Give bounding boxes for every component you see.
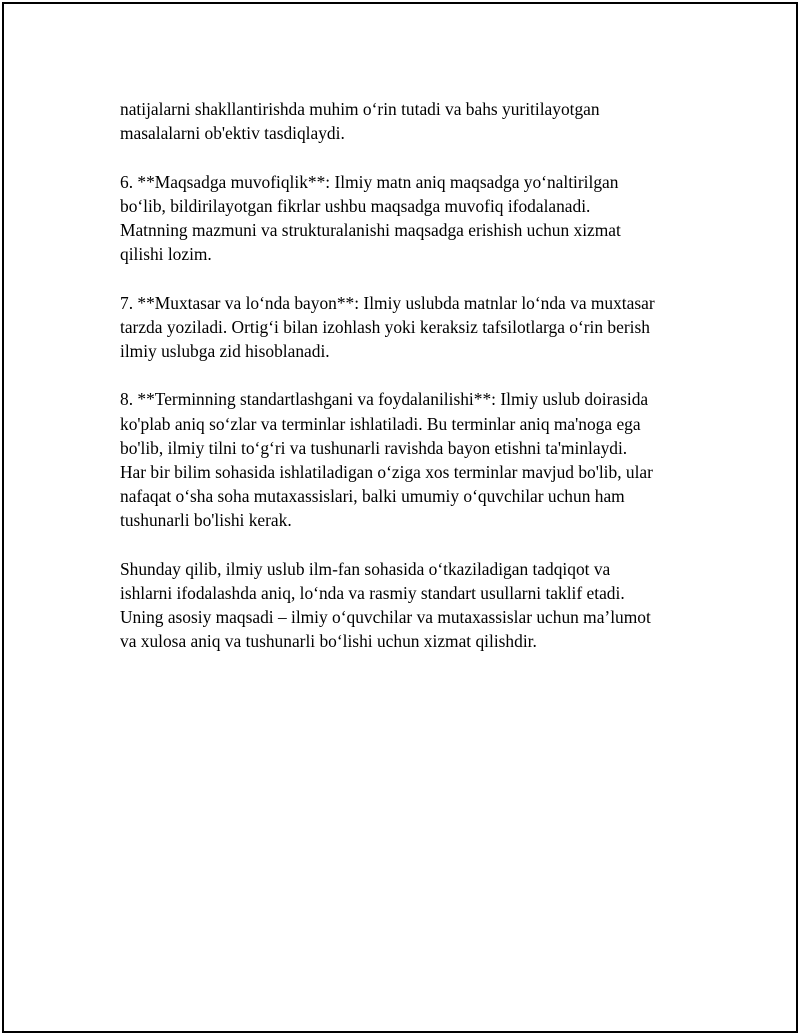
paragraph-item-8: 8. **Terminning standartlashgani va foydalanilishi**: Ilmiy uslub doirasida ko'plab aniq so‘zlar va terminlar ishlatiladi. Bu terminlar aniq ma'noga ega bo'lib, ilmiy tilni to‘g‘ri va tushunarli ravishda bayon etishni ta'minlaydi. Har bir bilim sohasida ishlatiladigan o‘ziga xos terminlar mavjud bo'lib, ular nafaqat o‘sha soha mutaxassislari, balki umumiy o‘quvchilar uchun ham tushunarli bo'lishi kerak. xyxy=(120,389,653,531)
paragraph-continuation: natijalarni shakllantirishda muhim o‘rin tutadi va bahs yuritilayotgan masalalarni ob'ektiv tasdiqlaydi. xyxy=(120,99,600,144)
paragraph-item-7: 7. **Muxtasar va lo‘nda bayon**: Ilmiy uslubda matnlar lo‘nda va muxtasar tarzda yoziladi. Ortig‘i bilan izohlash yoki keraksiz tafsilotlarga o‘rin berish ilmiy uslubga zid hisoblanadi. xyxy=(120,292,655,361)
document-body xyxy=(120,97,720,678)
paragraph-conclusion: Shunday qilib, ilmiy uslub ilm-fan sohasida o‘tkaziladigan tadqiqot va ishlarni ifodalashda aniq, lo‘nda va rasmiy standart usullarni taklif etadi. Uning asosiy maqsadi – ilmiy o‘quvchilar va mutaxassislar uchun ma’lumot va xulosa aniq va tushunarli bo‘lishi uchun xizmat qilishdir. xyxy=(120,558,651,652)
paragraph-item-6: 6. **Maqsadga muvofiqlik**: Ilmiy matn aniq maqsadga yo‘naltirilgan bo‘lib, bildirilayotgan fikrlar ushbu maqsadga muvofiq ifodalanadi. Matnning mazmuni va strukturalanishi maqsadga erishish uchun xizmat qilishi lozim. xyxy=(120,171,621,265)
document-page xyxy=(2,2,798,1033)
